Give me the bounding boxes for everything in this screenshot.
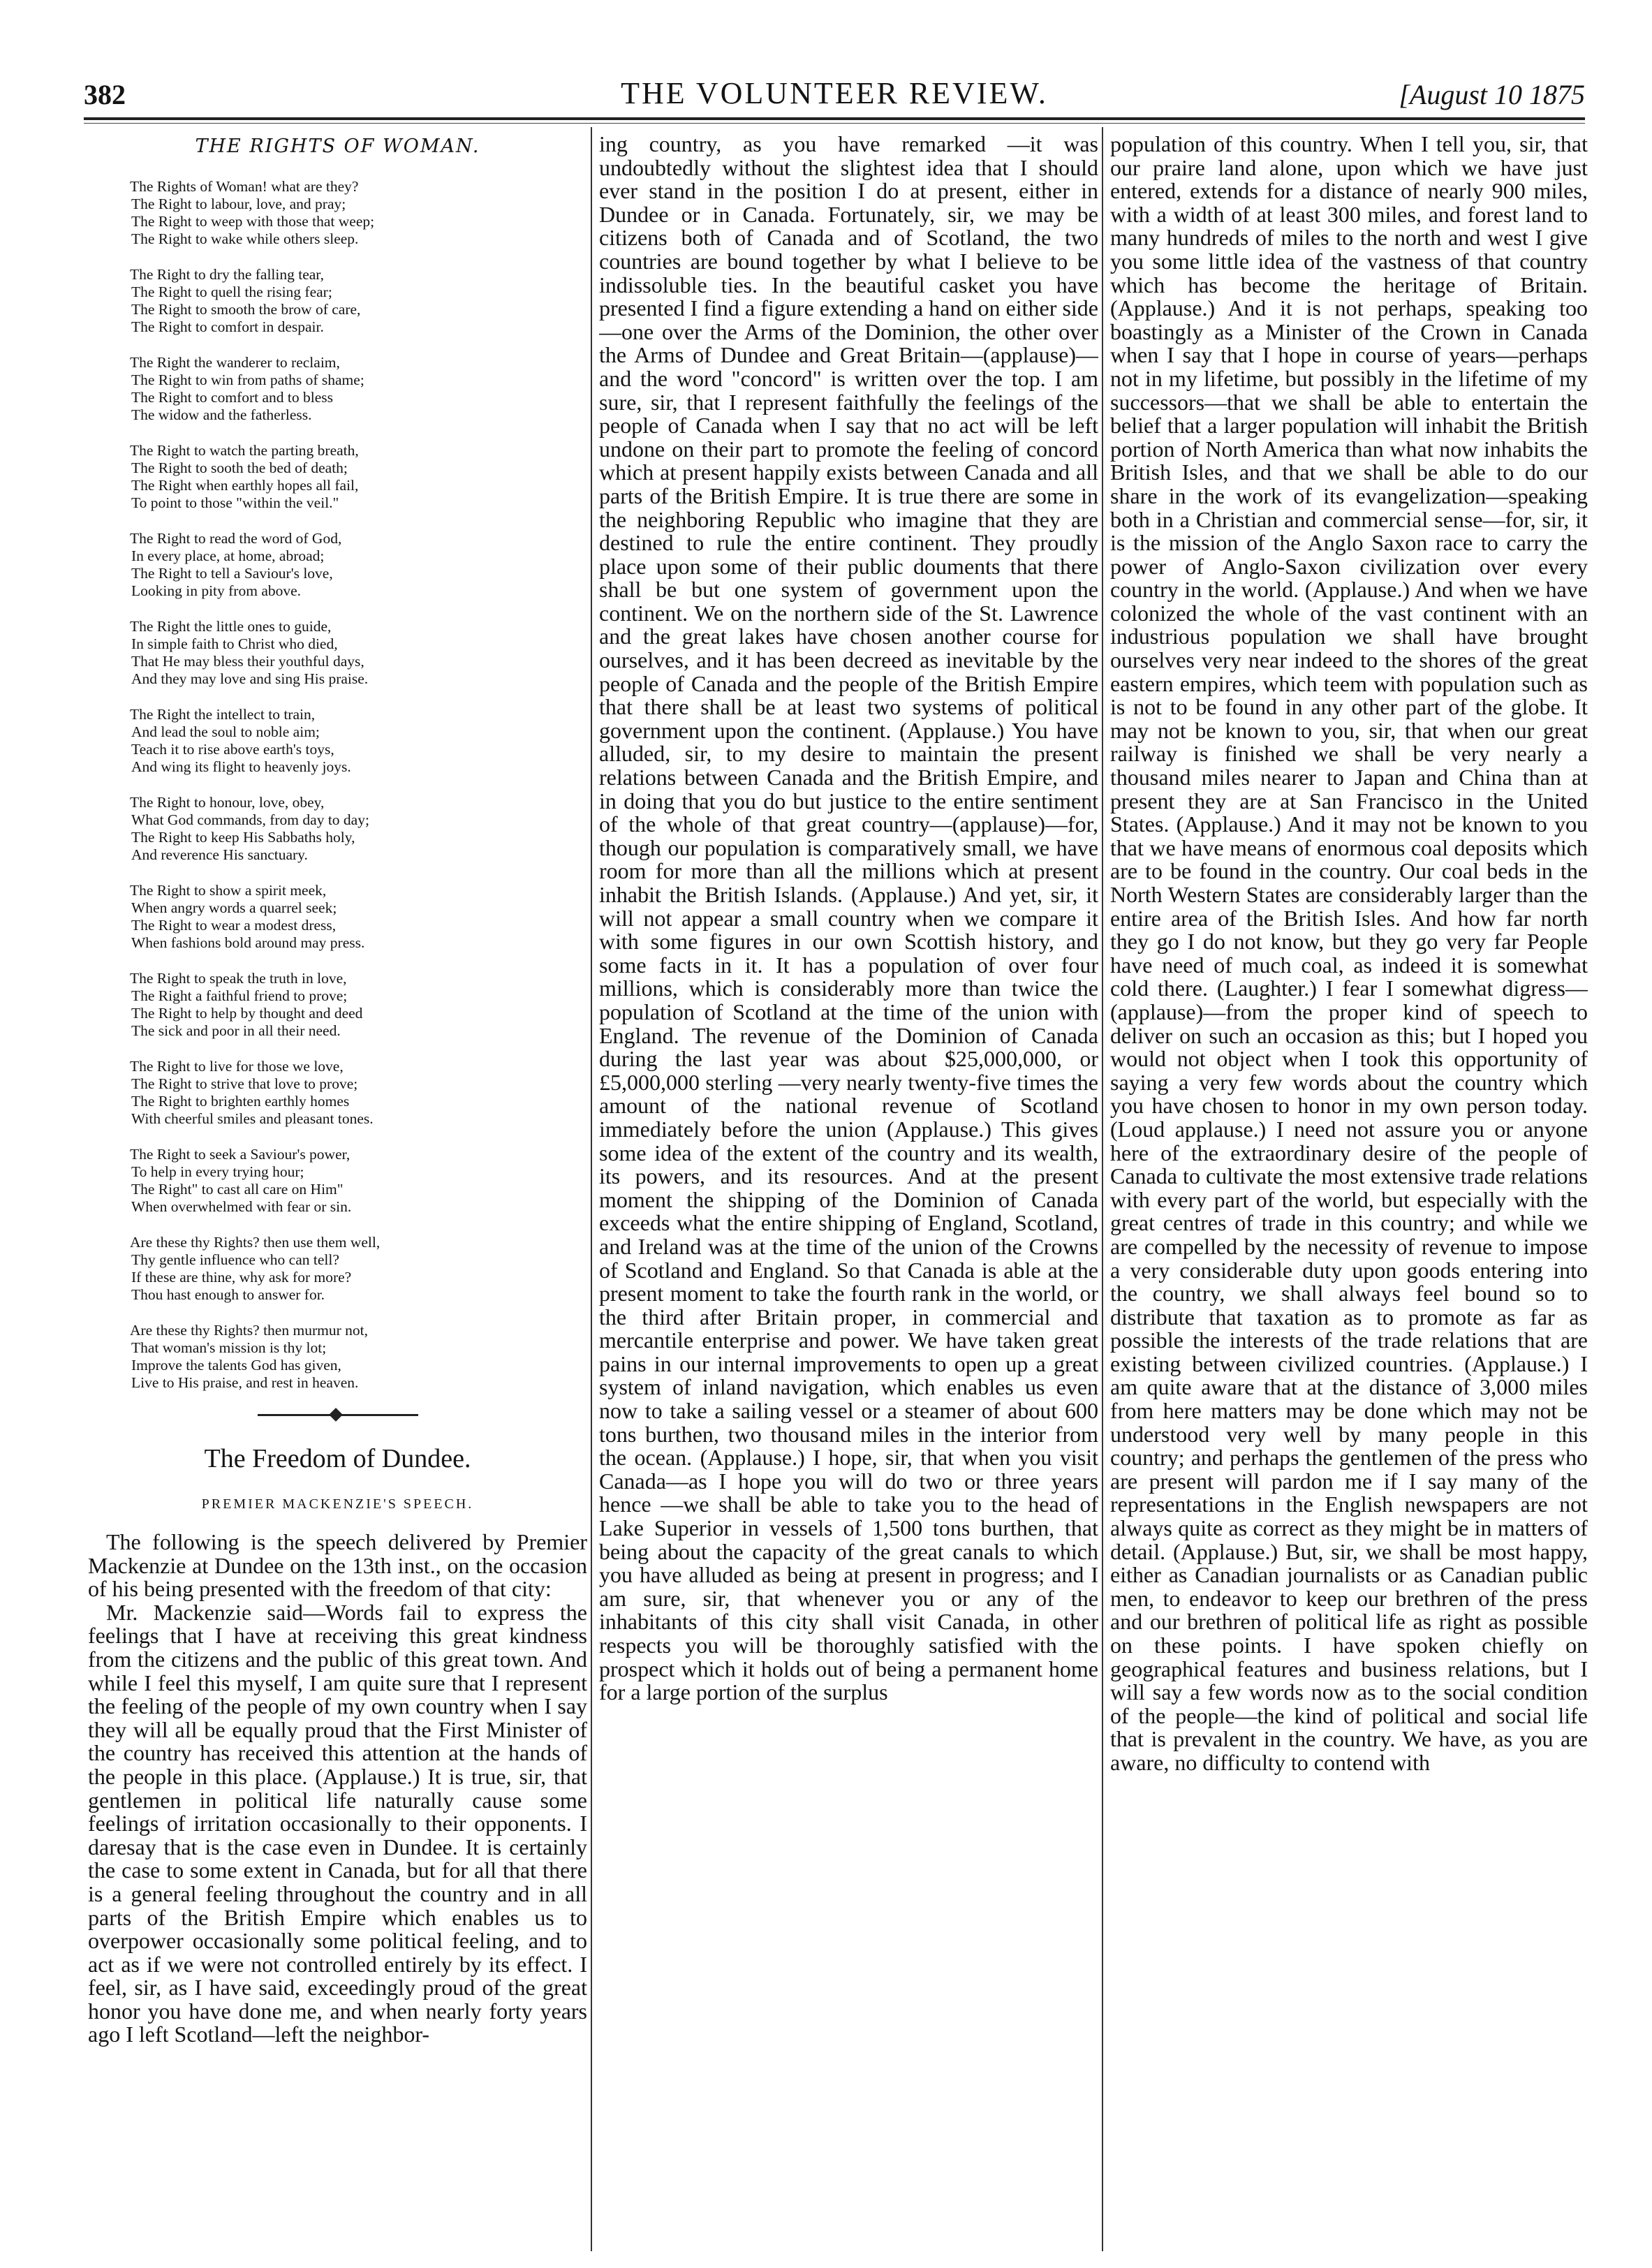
poem-line: Improve the talents God has given, xyxy=(131,1357,341,1374)
poem-line: What God commands, from day to day; xyxy=(131,811,369,828)
poem-line: The Right to honour, love, obey, xyxy=(130,794,325,811)
poem-line: That woman's mission is thy lot; xyxy=(131,1339,327,1356)
poem-stanza xyxy=(130,266,587,336)
poem-line: The Right" to cast all care on Him" xyxy=(131,1181,344,1198)
poem-line: Looking in pity from above. xyxy=(131,582,302,599)
poem-stanza xyxy=(130,1234,587,1304)
issue-date: [August 10 1875 xyxy=(1399,79,1585,110)
poem-line: And lead the soul to noble aim; xyxy=(131,723,320,740)
poem-body xyxy=(88,178,587,1392)
poem-stanza xyxy=(130,970,587,1040)
poem-line: Thy gentle influence who can tell? xyxy=(131,1251,339,1268)
poem-line: The Right to smooth the brow of care, xyxy=(131,301,361,318)
masthead xyxy=(84,75,1585,113)
poem-line: The Right to weep with those that weep; xyxy=(131,213,375,230)
poem-line: The Right to comfort in despair. xyxy=(131,318,324,335)
poem-line: That He may bless their youthful days, xyxy=(131,653,364,670)
poem-line: If these are thine, why ask for more? xyxy=(131,1269,352,1286)
column-1 xyxy=(88,133,587,2248)
poem-line: The Right to live for those we love, xyxy=(130,1058,344,1075)
header-rule xyxy=(84,117,1585,120)
poem-line: The Right to watch the parting breath, xyxy=(130,442,359,459)
poem-title: THE RIGHTS OF WOMAN. xyxy=(195,135,480,157)
column-3 xyxy=(1110,133,1588,2248)
poem-stanza xyxy=(130,618,587,688)
poem-line: Thou hast enough to answer for. xyxy=(131,1286,325,1303)
poem-line: With cheerful smiles and pleasant tones. xyxy=(131,1110,374,1127)
column-divider xyxy=(591,127,592,2251)
poem-line: The Right to keep His Sabbaths holy, xyxy=(131,829,355,846)
poem-line: And wing its flight to heavenly joys. xyxy=(131,758,351,775)
poem-line: The Right when earthly hopes all fail, xyxy=(131,477,359,494)
poem-stanza xyxy=(130,1146,587,1216)
article-paragraph: Mr. Mackenzie said—Words fail to express the feelings that I have at receiving this great kindness from the citizens and the public of this great town. And while I feel this myself, I am quite sure that I represent the feeling of the people of my own country when I say they will all be equally proud that the First Minister of the country has received this attention at the hands of the people in this place. (Applause.) It is true, sir, that gentlemen in political life naturally cause some feelings of irritation occasionally to their opponents. I daresay that is the case even in Dundee. It is certainly the case to some extent in Canada, but for all that there is a general feeling throughout the country and in all parts of the British Empire which enables us to overpower occasionally some political feeling, and to act as if we were not controlled entirely by its effect. I feel, sir, as I have said, exceedingly proud of the great honor you have done me, and when nearly forty years ago I left Scotland—left the neighbor- xyxy=(88,1599,587,2047)
poem-stanza xyxy=(130,794,587,864)
poem-line: The Right to quell the rising fear; xyxy=(131,284,332,300)
poem-line: The Right to strive that love to prove; xyxy=(131,1075,358,1092)
article-text-column-2: ing country, as you have remarked —it was undoubtedly without the slightest idea that I should ever stand in the position I do at present, either in Dundee or in Canada. Fortunately, sir, we may be citizens both of Canada and of Scotland, the two countries are bound together by what I believe to be indissoluble ties. In the beautiful casket you have presented I find a figure extending a hand on either side—one over the Arms of the Dominion, the other over the Arms of Dundee and Great Britain—(applause)—and the word "concord" is written over the top. I am sure, sir, that I represent faithfully the feelings of the people of Canada when I say that no act will be left undone on their part to promote the feeling of concord which at present happily exists between Canada and all parts of the British Empire. It is true there are some in the neighboring Republic who imagine that they are destined to rule the entire continent. They proudly place upon some of their public douments that there shall be but one system of government upon the continent. We on the northern side of the St. Lawrence and the great lakes have chosen another course for ourselves, and it has been decreed as inevitable by the people of Canada and the people of the British Empire that there shall be at least two systems of political government upon the continent. (Applause.) You have alluded, sir, to my desire to maintain the present relations between Canada and the British Empire, and in doing that you do but justice to the entire sentiment of the whole of that great country—(applause)—for, though our population is comparatively small, we have room for more than all the millions which at present inhabit the British Islands. (Applause.) And yet, sir, it will not appear a small country when we compare it with some figures in our own Scottish history, and some facts in it. It has a population of over four millions, which is considerably more than twice the population of Scotland at the time of the union with England. The revenue of the Dominion of Canada during the last year was about $25,000,000, or £5,000,000 sterling —very nearly twenty-five times the amount of the national revenue of Scotland immediately before the union (Applause.) This gives some idea of the extent of the country and its wealth, its powers, and its resources. And at the present moment the shipping of the Dominion of Canada exceeds what the entire shipping of England, Scotland, and Ireland was at the time of the union of the Crowns of Scotland and England. So that Canada is able at the present moment to take the fourth rank in the world, or the third after Britain proper, in commercial and mercantile enterprise and power. We have taken great pains in our internal improvements to open up a great system of inland navigation, which enables us even now to take a sailing vessel or a steamer of about 600 tons burthen, two thousand miles in the interior from the ocean. (Applause.) I hope, sir, that when you visit Canada—as I hope you will do two or three years hence —we shall be able to take you to the head of Lake Superior in vessels of 1,500 tons burthen, that being about the capacity of the great canals to which you have alluded as being at present in progress; and I am sure, sir, that whenever you or any of the inhabitants of this city shall visit Canada, in other respects you will be thoroughly satisfied with the prospect which it holds out of being a permanent home for a large portion of the surplus xyxy=(599,133,1098,1705)
poem-stanza xyxy=(130,354,587,424)
poem-line: In simple faith to Christ who died, xyxy=(131,635,338,652)
poem-line: The sick and poor in all their need. xyxy=(131,1022,341,1039)
poem-line: The Right a faithful friend to prove; xyxy=(131,987,348,1004)
poem-line: And they may love and sing His praise. xyxy=(131,670,369,687)
poem-line: The Right to win from paths of shame; xyxy=(131,371,364,388)
poem-line: The Right to dry the falling tear, xyxy=(130,266,324,283)
article-subtitle: PREMIER MACKENZIE'S SPEECH. xyxy=(201,1496,474,1512)
poem-line: The Right the little ones to guide, xyxy=(130,618,332,635)
poem-line: The Right the wanderer to reclaim, xyxy=(130,354,340,371)
poem-line: The widow and the fatherless. xyxy=(131,406,312,423)
publication-title: THE VOLUNTEER REVIEW. xyxy=(621,76,1048,110)
poem-line: Are these thy Rights? then use them well, xyxy=(130,1234,381,1251)
poem-line: To help in every trying hour; xyxy=(131,1163,304,1180)
poem-stanza xyxy=(130,882,587,952)
poem-stanza xyxy=(130,706,587,776)
section-ornament xyxy=(258,1410,418,1420)
poem-line: And reverence His sanctuary. xyxy=(131,846,308,863)
poem-line: When overwhelmed with fear or sin. xyxy=(131,1198,352,1215)
poem-stanza xyxy=(130,442,587,512)
poem-line: When fashions bold around may press. xyxy=(131,934,365,951)
article-title: The Freedom of Dundee. xyxy=(204,1444,471,1473)
poem-line: The Right to sooth the bed of death; xyxy=(131,459,348,476)
poem-stanza xyxy=(130,178,587,248)
poem-line: Teach it to rise above earth's toys, xyxy=(131,741,334,758)
poem-line: The Rights of Woman! what are they? xyxy=(130,178,359,195)
column-2 xyxy=(599,133,1098,2248)
poem-line: The Right to comfort and to bless xyxy=(131,389,334,406)
article-paragraph: The following is the speech delivered by Premier Mackenzie at Dundee on the 13th inst., on the occasion of his being presented with the freedom of that city: xyxy=(88,1529,587,1602)
poem-stanza xyxy=(130,1322,587,1392)
article-text-column-3: population of this country. When I tell you, sir, that our praire land alone, upon which we have just entered, extends for a distance of nearly 900 miles, with a width of at least 300 miles, and forest land to many hundreds of miles to the north and west I give you some little idea of the vastness of that country which has become the heritage of Britain. (Applause.) And it is not perhaps, speaking too boastingly as a Minister of the Crown in Canada when I say that I hope in course of years—perhaps not in my lifetime, but possibly in the lifetime of my successors—that we shall be able to entertain the belief that a larger population will inhabit the British portion of North America than what now inhabits the British Isles, and that we shall be able to do our share in the work of its evangelization—speaking both in a Christian and commercial sense—for, sir, it is the mission of the Anglo Saxon race to carry the power of Anglo-Saxon civilization over every country in the world. (Applause.) And when we have colonized the whole of the vast continent with an industrious population we shall have brought ourselves very near indeed to the shores of the great eastern empires, which teem with population such as is not to be found in any other part of the globe. It may not be known to you, sir, that when our great railway is finished we shall be very nearly a thousand miles nearer to Japan and China than at present they are at San Francisco in the United States. (Applause.) And it may not be known to you that we have means of enormous coal deposits which are to be found in the country. Our coal beds in the North Western States are considerably larger than the entire area of the British Isles. And how far north they go I do not know, but they go very far People have need of much coal, as indeed it is somewhat cold there. (Laughter.) I fear I somewhat digress—(applause)—from the proper kind of speech to deliver on such an occasion as this; but I hoped you would not object when I took this opportunity of saying a very few words about the country which you have chosen to honor in my own person today. (Loud applause.) I need not assure you or anyone here of the extraordinary desire of the people of Canada to cultivate the most extensive trade relations with every part of the world, but especially with the great centres of trade in this country; and while we are compelled by the necessity of revenue to impose a very considerable duty upon goods entering into the country, we shall always feel bound so to distribute that taxation as to promote as far as possible the interests of the trade relations that are existing between civilized countries. (Applause.) I am quite aware that at the distance of 3,000 miles from here matters may be done which may not be understood very well by many people in this country; and perhaps the gentlemen of the press who are present will pardon me if I say many of the representations in the English newspapers are not always quite as correct as they might be in matters of detail. (Applause.) But, sir, we shall be most happy, either as Canadian journalists or as Canadian public men, to endeavor to keep our brethren of the press and our brethren of political life as right as possible on these points. I have spoken chiefly on geographical features and business relations, but I will say a few words now as to the social condition of the people—the kind of political and social life that is prevalent in the country. We have, as you are aware, no difficulty to contend with xyxy=(1110,133,1588,1775)
column-divider xyxy=(1102,127,1103,2251)
poem-line: The Right the intellect to train, xyxy=(130,706,316,723)
poem-line: The Right to labour, love, and pray; xyxy=(131,196,346,212)
poem-line: The Right to tell a Saviour's love, xyxy=(131,565,333,582)
page-number: 382 xyxy=(84,79,126,110)
poem-line: The Right to wake while others sleep. xyxy=(131,230,359,247)
poem-line: The Right to help by thought and deed xyxy=(131,1005,363,1022)
poem-line: In every place, at home, abroad; xyxy=(131,547,325,564)
poem-line: The Right to show a spirit meek, xyxy=(130,882,327,899)
poem-line: When angry words a quarrel seek; xyxy=(131,899,337,916)
poem-line: The Right to speak the truth in love, xyxy=(130,970,347,987)
poem-line: The Right to read the word of God, xyxy=(130,530,342,547)
poem-line: To point to those "within the veil." xyxy=(131,494,339,511)
poem-line: Live to His praise, and rest in heaven. xyxy=(131,1374,359,1391)
poem-line: Are these thy Rights? then murmur not, xyxy=(130,1322,368,1339)
header-rule-thin xyxy=(84,123,1585,124)
poem-line: The Right to wear a modest dress, xyxy=(131,917,337,934)
poem-stanza xyxy=(130,1058,587,1128)
poem-line: The Right to brighten earthly homes xyxy=(131,1093,350,1110)
poem-line: The Right to seek a Saviour's power, xyxy=(130,1146,351,1163)
poem-stanza xyxy=(130,530,587,600)
